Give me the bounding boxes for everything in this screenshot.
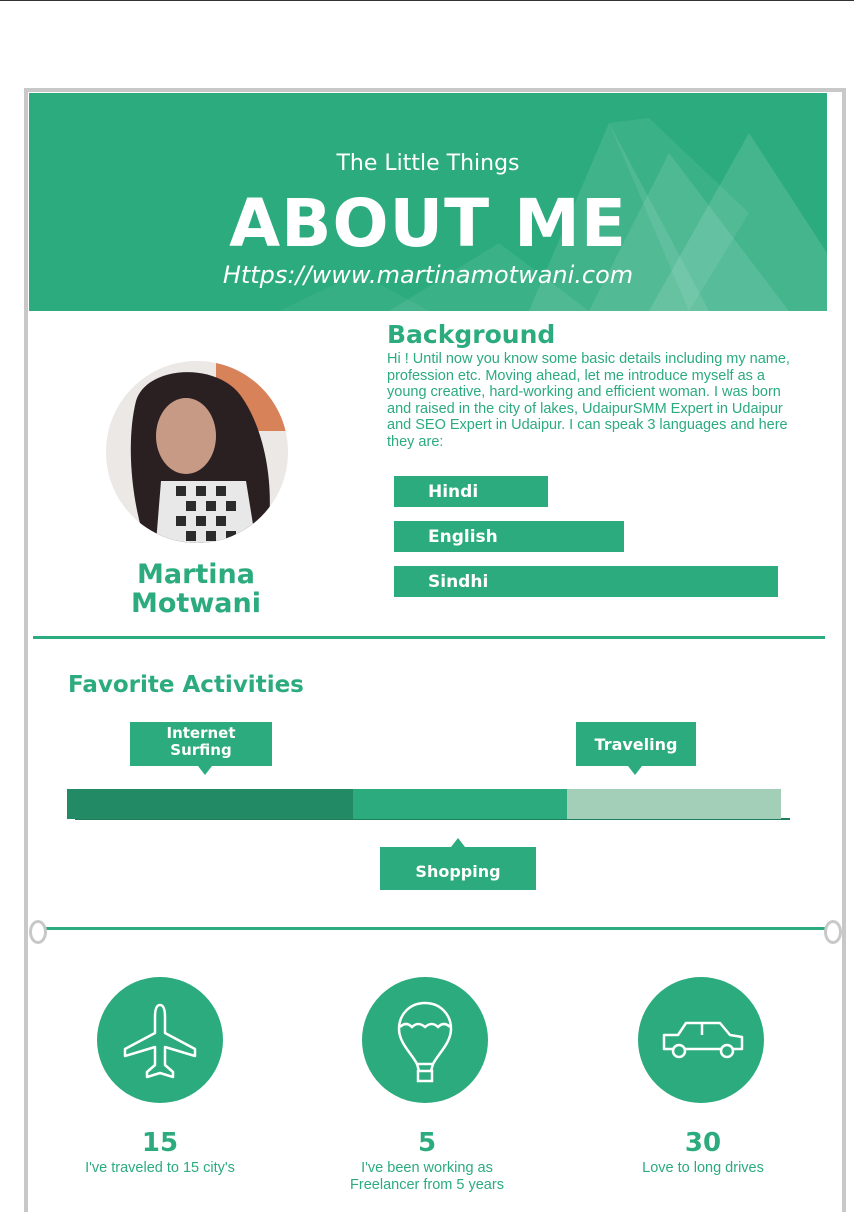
divider-handle-right[interactable]	[824, 920, 842, 944]
activity-bar-internet-surfing	[67, 789, 353, 819]
language-label: English	[428, 527, 498, 547]
callout-label-line2: Surfing	[170, 741, 232, 759]
stat-text-years: I've been working as Freelancer from 5 years	[350, 1160, 504, 1193]
divider-handle-left[interactable]	[29, 920, 47, 944]
section-divider	[38, 927, 826, 930]
background-paragraph: Hi ! Until now you know some basic details including my name, profession etc. Moving ahead, let me introduce myself as a young creative, hard-working and efficient woman. I was born and raised in the city of lakes, UdaipurSMM Expert in Udaipur and SEO Expert in Udaipur. I can speak 3 languages and here they are:	[387, 351, 790, 450]
callout-pointer	[628, 766, 642, 775]
background-heading: Background	[387, 320, 556, 349]
stat-text-drives: Love to long drives	[642, 1160, 764, 1176]
callout-pointer	[198, 766, 212, 775]
website-link[interactable]: Https://www.martinamotwani.com	[222, 261, 634, 289]
callout-label: Shopping	[415, 862, 501, 881]
language-label: Hindi	[428, 482, 479, 502]
callout-pointer	[451, 838, 465, 847]
language-bar-english	[394, 521, 624, 552]
top-divider-line	[0, 0, 854, 1]
section-divider	[33, 636, 825, 639]
callout-internet-surfing	[130, 722, 272, 766]
stat-number-cities: 15	[141, 1128, 179, 1158]
profile-last-name: Motwani	[131, 588, 261, 619]
airplane-icon	[97, 977, 223, 1103]
callout-label-line1: Internet	[166, 724, 236, 742]
profile-name	[96, 560, 296, 618]
profile-photo	[106, 361, 288, 543]
stat-number-years: 5	[417, 1128, 437, 1158]
language-bar-hindi	[394, 476, 548, 507]
activity-bar-traveling	[567, 789, 781, 819]
stat-text-cities: I've traveled to 15 city's	[85, 1160, 235, 1176]
car-icon	[638, 977, 764, 1103]
callout-shopping	[380, 847, 536, 890]
callout-label: Traveling	[594, 735, 678, 754]
activity-bar-shopping	[353, 789, 567, 819]
language-label: Sindhi	[428, 572, 489, 592]
activities-heading: Favorite Activities	[68, 672, 304, 698]
hot-air-balloon-icon	[362, 977, 488, 1103]
avatar	[106, 361, 288, 543]
profile-first-name: Martina	[136, 559, 255, 590]
header-banner	[29, 93, 827, 311]
stat-number-drives: 30	[684, 1128, 722, 1158]
callout-traveling	[576, 722, 696, 766]
page-title: ABOUT ME	[229, 185, 627, 262]
header-subtitle: The Little Things	[336, 151, 520, 176]
language-bar-sindhi	[394, 566, 778, 597]
